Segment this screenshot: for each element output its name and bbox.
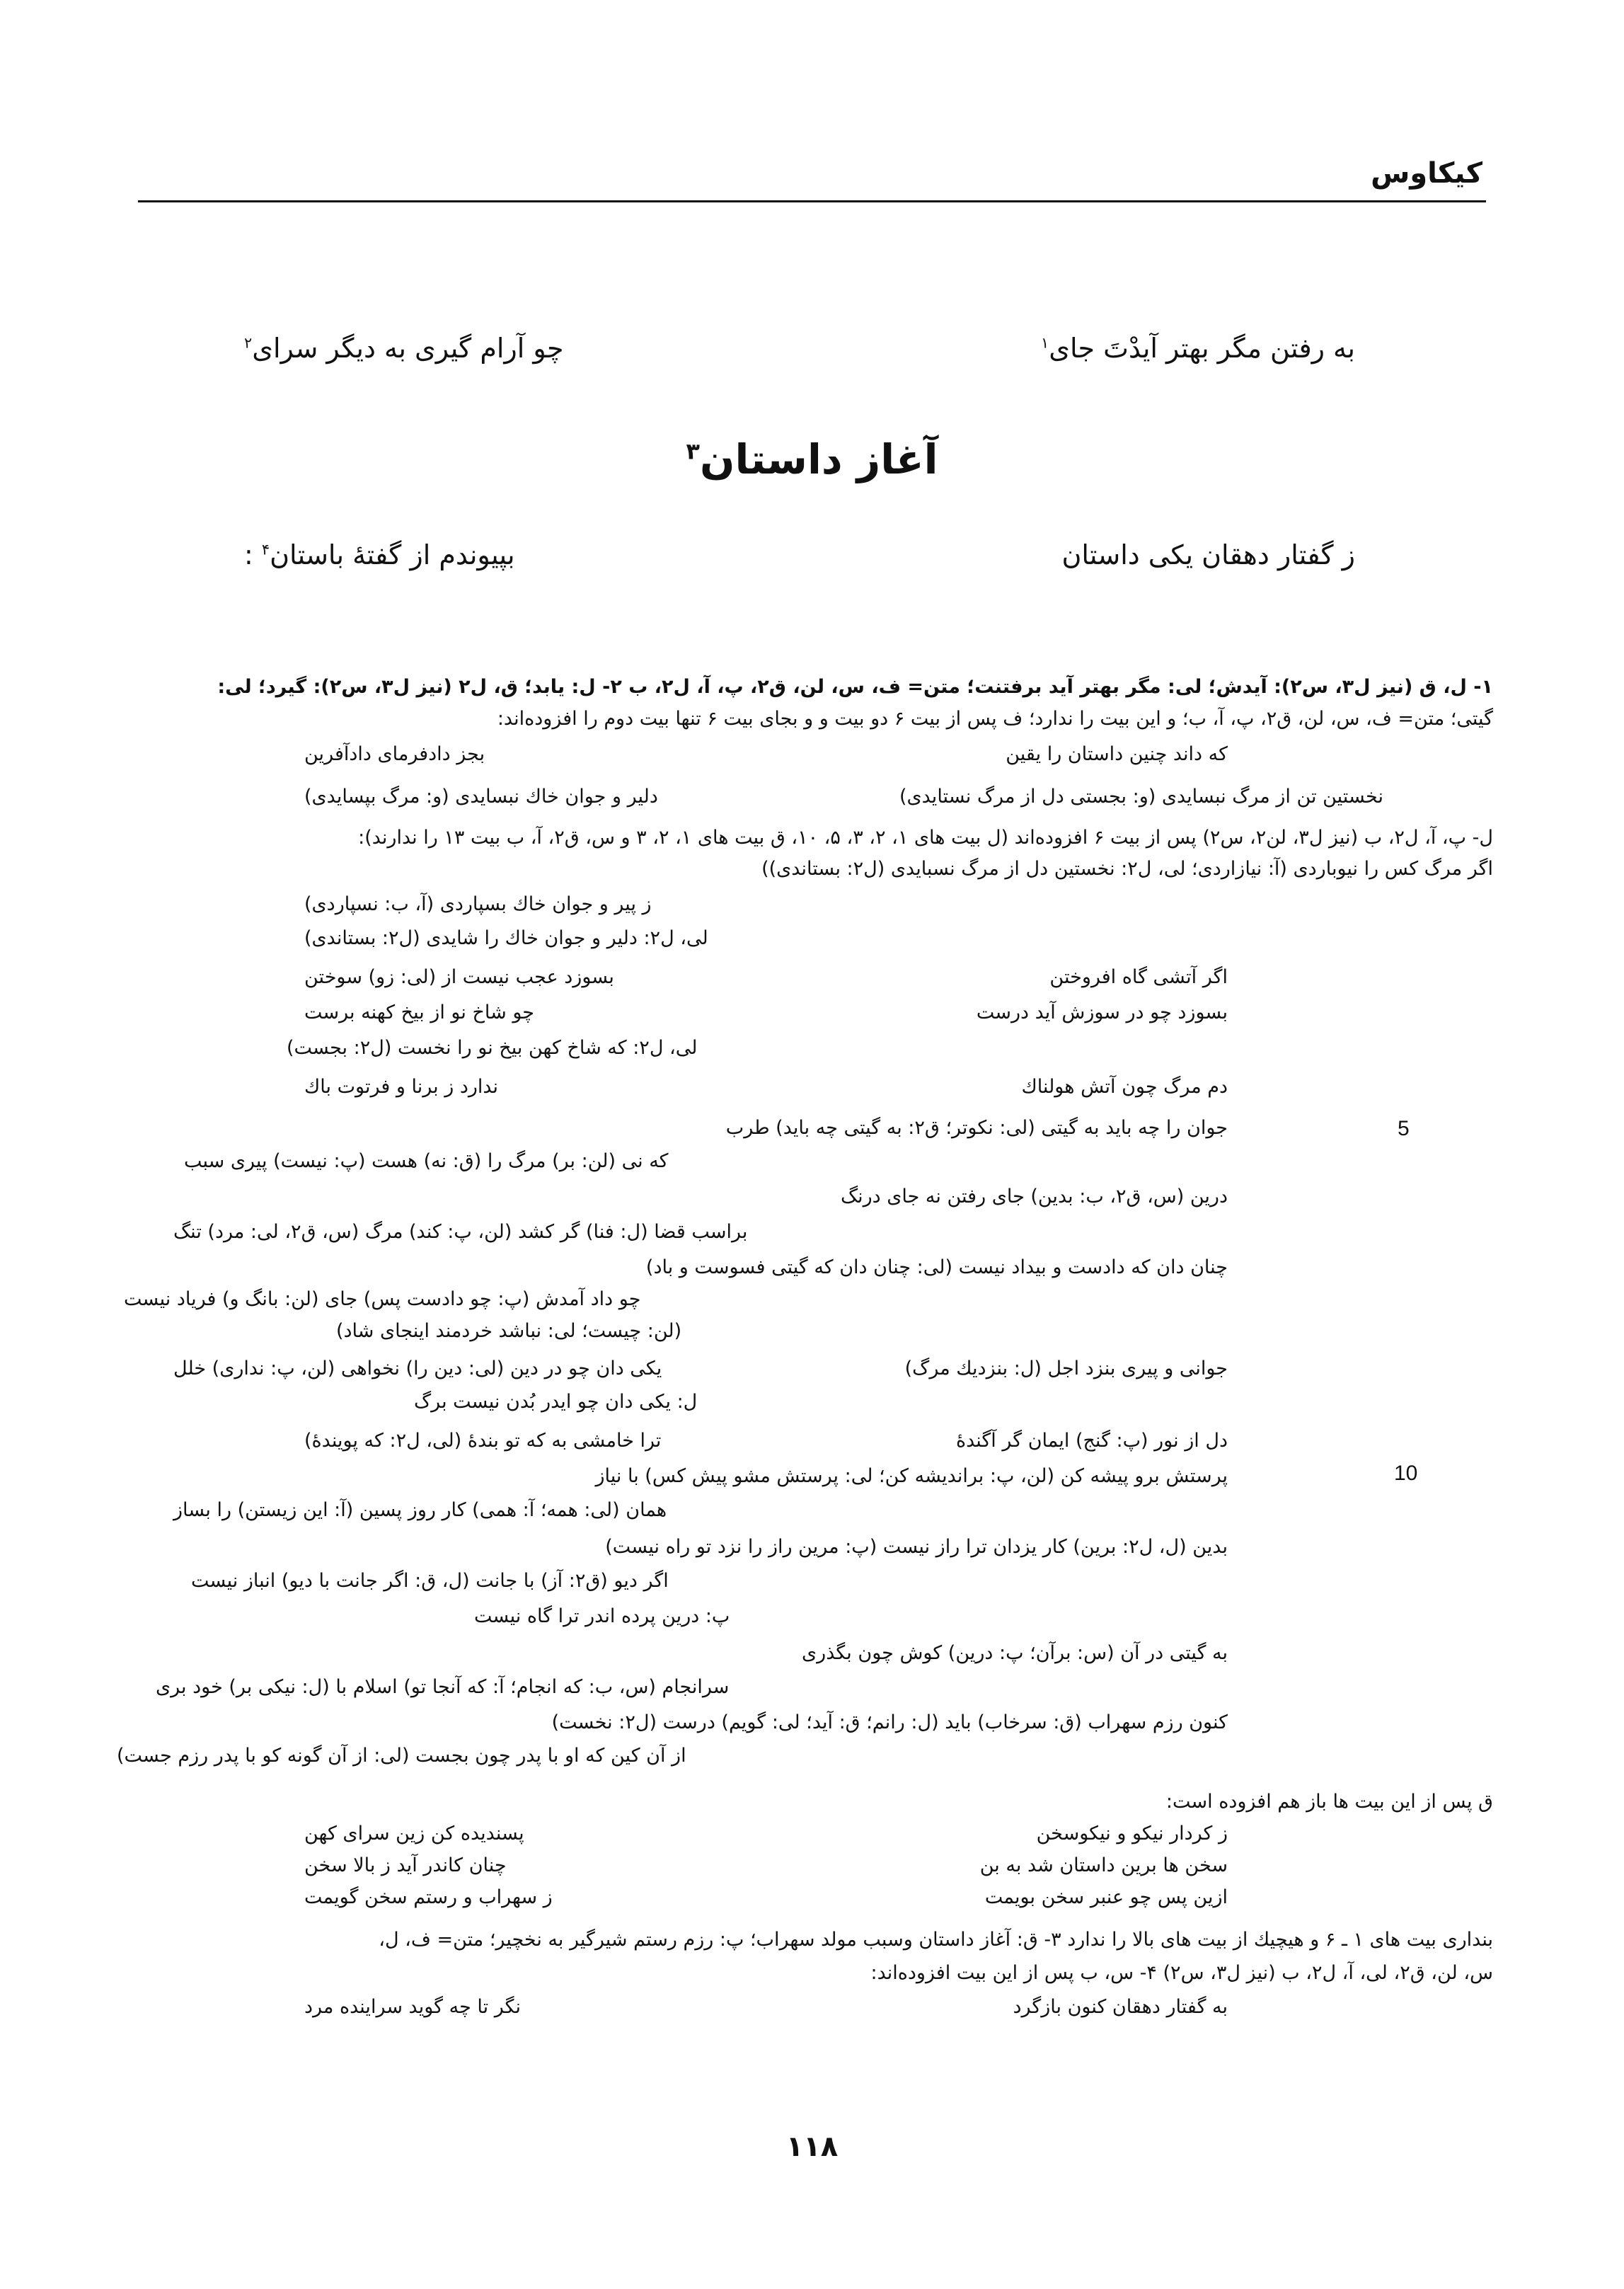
note-verse-left: نگر تا چه گوید سراینده مرد (304, 1996, 522, 2018)
note-verse-left: بجز دادفرمای دادآفرین (304, 743, 485, 765)
margin-verse-number: 10 (1394, 1462, 1418, 1485)
opening-verse-right: به رفتن مگر بهتر آیدْتَ جای$^۱$ (1041, 333, 1355, 364)
running-title: کیکاوس (1371, 157, 1482, 190)
note-line: لی، ل۲: که شاخ کهن بیخ نو را نخست (ل۲: بجست) (287, 1037, 698, 1059)
note-verse-right: که داند چنین داستان را یقین (1006, 743, 1228, 765)
note-verse-left: بسوزد عجب نیست از (لی: زو) سوختن (304, 966, 614, 988)
note-verse-right: اگر آتشی گاه افروختن (1049, 966, 1228, 988)
note-line: پ: درین پرده اندر ترا گاه نیست (474, 1605, 730, 1627)
note-verse-right: سخن ها برین داستان شد به بن (979, 1854, 1228, 1876)
note-verse-right: دل از نور (پ: گنج) ایمان گر آگندهٔ (955, 1430, 1228, 1452)
section-verse-right: ز گفتار دهقان یکی داستان (1061, 539, 1355, 570)
note-line: س، لن، ق۲، لی، آ، ل۲، ب (نیز ل۳، س۲) ۴- س، ب پس از این بیت افزوده‌اند: (870, 1962, 1493, 1984)
note-line: پرستش برو پیشه کن (لن، پ: براندیشه کن؛ لی: پرستش مشو پیش کس) با نیاز (595, 1465, 1228, 1487)
note-line: چنان دان که دادست و بیداد نیست (لی: چنان دان که گیتی فسوست و باد) (645, 1256, 1228, 1278)
note-line: بدین (ل، ل۲: برین) کار یزدان ترا راز نیست (پ: مرین راز را نزد تو راه نیست) (605, 1536, 1228, 1558)
note-line: کنون رزم سهراب (ق: سرخاب) باید (ل: رانم؛ ق: آید؛ لی: گویم) درست (ل۲: نخست) (551, 1711, 1228, 1733)
note-line: از آن کین که او با پدر چون بجست (لی: از آن گونه کو با پدر رزم جست) (117, 1745, 686, 1767)
note-line: به گیتی در آن (س: برآن؛ پ: درین) کوش چون بگذری (802, 1642, 1228, 1664)
note-verse-right: دم مرگ چون آتش هولناك (1021, 1076, 1228, 1098)
note-line: ز پیر و جوان خاك بسپاردی (آ، ب: نسپاردی) (304, 893, 652, 915)
note-line: براسب قضا (ل: فنا) گر کشد (لن، پ: کند) مرگ (س، ق۲، لی: مرد) تنگ (173, 1221, 748, 1243)
note-line: ل- پ، آ، ل۲، ب (نیز ل۳، لن۲، س۲) پس از بیت ۶ افزوده‌اند (ل بیت های ۱، ۲، ۳، ۵، ۱۰، ق بیت های ۱، ۲، ۳ و س، ق۲، آ، ب بیت ۱۳ را ندارند): (358, 827, 1493, 849)
note-verse-right: به گفتار دهقان کنون بازگرد (1013, 1996, 1228, 2018)
note-line: که نی (لن: بر) مرگ را (ق: نه) هست (پ: نیست) پیری سبب (184, 1150, 669, 1172)
section-title: آغاز داستان$^۳$ (686, 435, 938, 483)
page-number: ۱۱۸ (785, 2130, 839, 2163)
note-verse-left: پسندیده کن زین سرای کهن (304, 1823, 524, 1845)
note-line: اگر دیو (ق۲: آز) با جانت (ل، ق: اگر جانت با دیو) انباز نیست (191, 1570, 669, 1592)
margin-verse-number: 5 (1398, 1117, 1410, 1140)
note-verse-left: دلیر و جوان خاك نبسایدی (و: مرگ بپسایدی) (304, 786, 658, 808)
note-verse-right: نخستین تن از مرگ نبسایدی (و: بجستی دل از مرگ نستایدی) (899, 786, 1383, 808)
note-verse-left: ندارد ز برنا و فرتوت باك (304, 1076, 499, 1098)
note-verse-right: ز کردار نیکو و نیکوسخن (1036, 1823, 1228, 1845)
note-line: اگر مرگ کس را نیوباردی (آ: نیازاردی؛ لی، ل۲: نخستین دل از مرگ نسبایدی (ل۲: بستاندی)) (761, 858, 1493, 880)
note-verse-left: یکی دان چو در دین (لی: دین را) نخواهی (لن، پ: نداری) خلل (173, 1358, 662, 1379)
note-verse-right: ازین پس چو عنبر سخن بویمت (984, 1886, 1228, 1908)
note-line: بنداری بیت های ۱ ـ ۶ و هیچیك از بیت های بالا را ندارد ۳- ق: آغاز داستان وسبب مولد سهراب؛ پ: رزم رستم شیرگیر به نخچیر؛ متن= ف، ل، (379, 1929, 1493, 1951)
note-verse-left: چو شاخ نو از بیخ کهنه برست (304, 1002, 534, 1023)
note-line: گیتی؛ متن= ف، س، لن، ق۲، پ، آ، ب؛ و این بیت را ندارد؛ ف پس از بیت ۶ دو بیت و و بجای بیت ۶ تنها بیت دوم را افزوده‌اند: (497, 708, 1493, 730)
note-verse-left: ترا خامشی به که تو بندهٔ (لی، ل۲: که پویندهٔ) (304, 1430, 662, 1452)
header-rule (138, 200, 1486, 202)
section-verse-left: بپیوندم از گفتهٔ باستان$^۴$ : (244, 539, 515, 570)
note-line: لی، ل۲: دلیر و جوان خاك را شایدی (ل۲: بستاندی) (304, 927, 708, 949)
note-line: ق پس از این بیت ها باز هم افزوده است: (1165, 1791, 1493, 1813)
note-line: ۱- ل، ق (نیز ل۳، س۲): آیدش؛ لی: مگر بهتر آید برفتنت؛ متن= ف، س، لن، ق۲، پ، آ، ل۲، ب ۲- ل: یابد؛ ق، ل۲ (نیز ل۳، س۲): گیرد؛ لی: (217, 676, 1493, 698)
note-verse-right: جوانی و پیری بنزد اجل (ل: بنزدیك مرگ) (904, 1358, 1228, 1379)
note-line: درین (س، ق۲، ب: بدین) جای رفتن نه جای درنگ (840, 1186, 1228, 1207)
note-line: همان (لی: همه؛ آ: همی) کار روز پسین (آ: این زیستن) را بساز (173, 1499, 667, 1521)
note-line: جوان را چه باید به گیتی (لی: نکوتر؛ ق۲: به گیتی چه باید) طرب (725, 1117, 1228, 1139)
note-line: (لن: چیست؛ لی: نباشد خردمند اینجای شاد) (336, 1320, 682, 1342)
note-verse-left: چنان کاندر آید ز بالا سخن (304, 1854, 507, 1876)
note-line: سرانجام (س، ب: که انجام؛ آ: که آنجا تو) اسلام با (ل: نیکی بر) خود بری (156, 1676, 730, 1698)
note-verse-right: بسوزد چو در سوزش آید درست (976, 1002, 1228, 1023)
opening-verse-left: چو آرام گیری به دیگر سرای$^۲$ (244, 333, 564, 364)
note-line: چو داد آمدش (پ: چو دادست پس) جای (لن: بانگ و) فریاد نیست (124, 1288, 641, 1310)
note-line: ل: یکی دان چو ایدر بُدن نیست برگ (414, 1391, 698, 1413)
note-verse-left: ز سهراب و رستم سخن گویمت (304, 1886, 553, 1908)
